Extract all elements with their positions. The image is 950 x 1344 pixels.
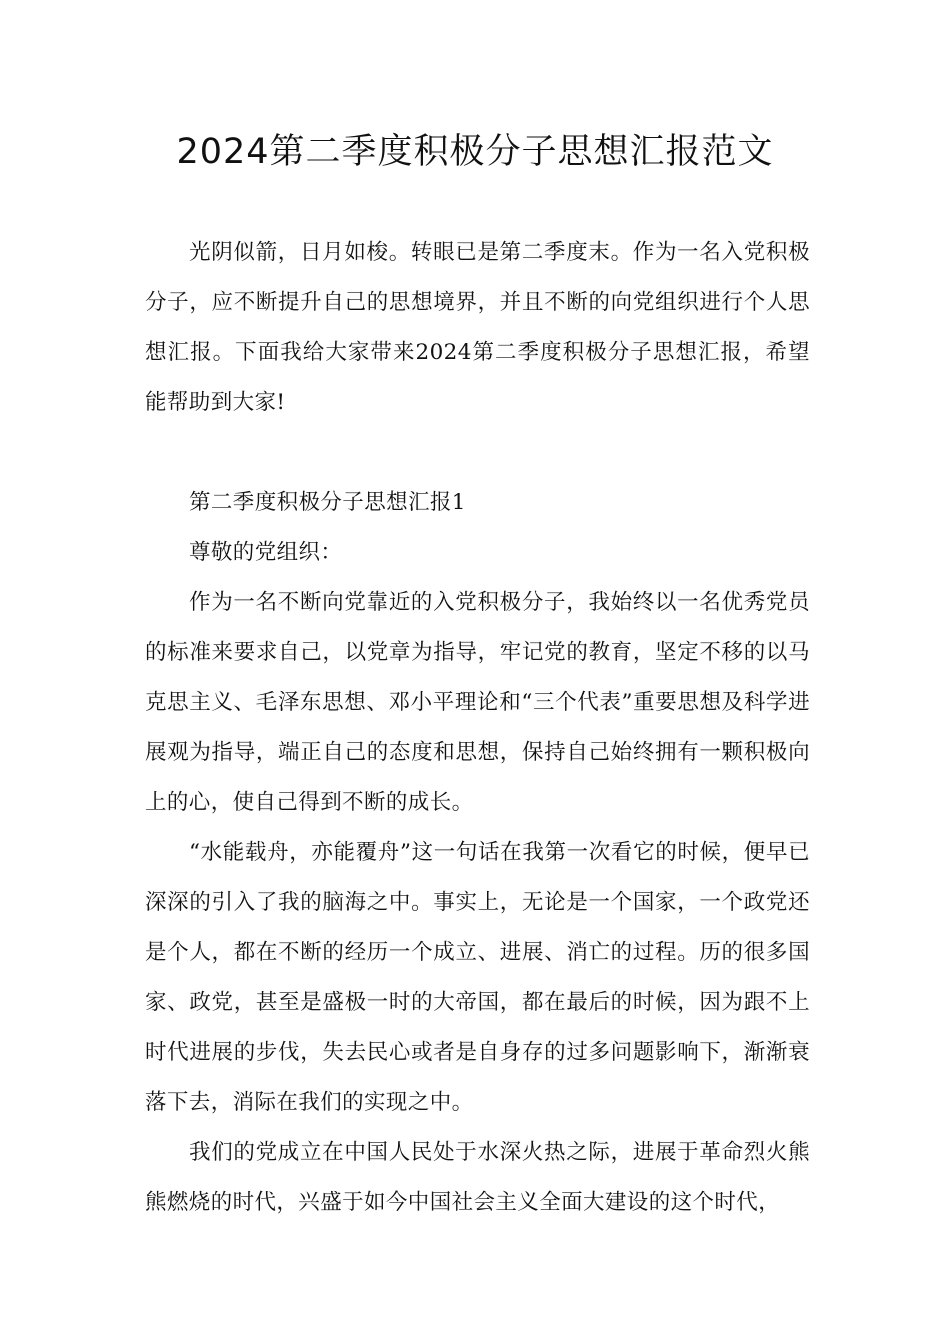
body-paragraph: 我们的党成立在中国人民处于水深火热之际，进展于革命烈火熊熊燃烧的时代，兴盛于如今中国社会主义全面大建设的这个时代， [145,1140,810,1215]
intro-block [145,228,810,428]
salutation: 尊敬的党组织： [189,540,343,565]
intro-paragraph: 光阴似箭，日月如梭。转眼已是第二季度末。作为一名入党积极分子，应不断提升自己的思想境界，并且不断的向党组织进行个人思想汇报。下面我给大家带来2024第二季度积极分子思想汇报，希望能帮助到大家! [145,240,810,415]
body-paragraph: 作为一名不断向党靠近的入党积极分子，我始终以一名优秀党员的标准来要求自己，以党章为指导，牢记党的教育，坚定不移的以马克思主义、毛泽东思想、邓小平理论和“三个代表”重要思想及科学进展观为指导，端正自己的态度和思想，保持自己始终拥有一颗积极向上的心，使自己得到不断的成长。 [145,590,810,815]
report-section [145,478,810,1228]
document-title: 2024第二季度积极分子思想汇报范文 [176,132,774,172]
body-paragraph: “水能载舟，亦能覆舟”这一句话在我第一次看它的时候，便早已深深的引入了我的脑海之中。事实上，无论是一个国家，一个政党还是个人，都在不断的经历一个成立、进展、消亡的过程。历的很多国家、政党，甚至是盛极一时的大帝国，都在最后的时候，因为跟不上时代进展的步伐，失去民心或者是自身存的过多问题影响下，渐渐衰落下去，消际在我们的实现之中。 [145,840,810,1115]
section-heading: 第二季度积极分子思想汇报1 [189,490,466,515]
